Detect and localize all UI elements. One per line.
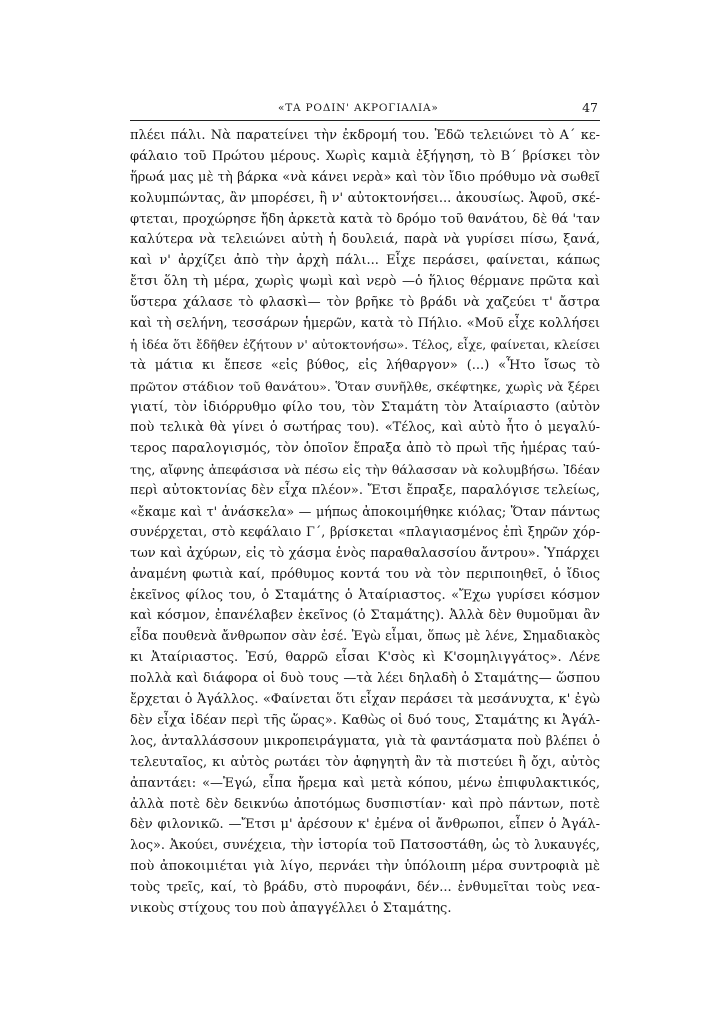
text-line: δὲν φιλονικῶ. —Ἔτσι μ' ἀρέσουν κ' ἐμένα οἱ ἄνθρωποι, εἶπεν ὁ Ἀγάλ- bbox=[130, 817, 600, 833]
text-line: κολυμπώντας, ἂν μπορέσει, ἢ ν' αὐτοκτονήσει... ἀκουσίως. Ἀφοῦ, σκέ- bbox=[130, 190, 600, 206]
text-line: λος». Ἀκούει, συνέχεια, τὴν ἱστορία τοῦ Πατσοστάθη, ὡς τὸ λυκαυγές, bbox=[130, 838, 600, 854]
text-line: ποὺ ἀποκοιμιέται γιὰ λίγο, περνάει τὴν ὑπόλοιπη μέρα συντροφιὰ μὲ bbox=[130, 859, 600, 875]
text-line: ἔρχεται ὁ Ἀγάλλος. «Φαίνεται ὅτι εἶχαν περάσει τὰ μεσάνυχτα, κ' ἐγὼ bbox=[130, 692, 600, 708]
text-line: δὲν εἶχα ἰδέαν περὶ τῆς ὥρας». Καθὼς οἱ δυό τους, Σταμάτης κι Ἀγάλ- bbox=[130, 712, 600, 728]
page-number: 47 bbox=[582, 100, 598, 115]
text-line: τερος παραλογισμός, τὸν ὁποῖον ἔπραξα ἀπὸ τὸ πρωὶ τῆς ἡμέρας ταύ- bbox=[130, 441, 600, 457]
text-line: κι Ἀταίριαστος. Ἐσύ, θαρρῶ εἶσαι Κ'σὸς κὶ Κ'σομηλιγγάτος». Λένε bbox=[130, 650, 600, 666]
body-text bbox=[130, 126, 600, 920]
text-line: ἀπαντάει: «—Ἐγώ, εἶπα ἤρεμα καὶ μετὰ κόπου, μένω ἐπιφυλακτικός, bbox=[130, 775, 600, 791]
header-rule bbox=[130, 120, 600, 121]
text-line: τελευταῖος, κι αὐτὸς ρωτάει τὸν ἀφηγητὴ ἂν τὰ πιστεύει ἢ ὄχι, αὐτὸς bbox=[130, 754, 600, 770]
text-line: καλύτερα νὰ τελειώνει αὐτὴ ἡ δουλειά, παρὰ νὰ γυρίσει πίσω, ξανά, bbox=[130, 232, 600, 248]
text-line: τὰ μάτια κι ἔπεσε «εἰς βύθος, εἰς λήθαργον» (...) «Ἦτο ἴσως τὸ bbox=[130, 357, 600, 373]
running-header bbox=[130, 100, 600, 120]
text-line: γιατί, τὸν ἰδιόρρυθμο φίλο του, τὸν Σταμάτη τὸν Ἀταίριαστο (αὐτὸν bbox=[130, 399, 600, 415]
text-line: της, αἴφνης ἀπεφάσισα νὰ πέσω εἰς τὴν θάλασσαν νὰ κολυμβήσω. Ἰδέαν bbox=[130, 462, 600, 478]
text-line: ἀναμένη φωτιὰ καί, πρόθυμος κοντά του νὰ τὸν περιποιηθεῖ, ὁ ἴδιος bbox=[130, 566, 600, 582]
text-line: πρῶτον στάδιον τοῦ θανάτου». Ὅταν συνῆλθε, σκέφτηκε, χωρὶς νὰ ξέρει bbox=[130, 378, 600, 394]
text-line: καὶ τὴ σελήνη, τεσσάρων ἡμερῶν, κατὰ τὸ Πήλιο. «Μοῦ εἶχε κολλήσει bbox=[130, 316, 600, 332]
text-line: συνέρχεται, στὸ κεφάλαιο Γ΄, βρίσκεται «πλαγιασμένος ἐπὶ ξηρῶν χόρ- bbox=[130, 524, 600, 540]
text-line: λος, ἀνταλλάσσουν μικροπειράγματα, γιὰ τὰ φαντάσματα ποὺ βλέπει ὁ bbox=[130, 733, 600, 749]
text-line: ἥρωά μας μὲ τὴ βάρκα «νὰ κάνει νερὰ» καὶ τὸν ἴδιο πρόθυμο νὰ σωθεῖ bbox=[130, 169, 600, 185]
text-line: των καὶ ἀχύρων, εἰς τὸ χάσμα ἑνὸς παραθαλασσίου ἄντρου». Ὑπάρχει bbox=[130, 545, 600, 561]
text-line: ἔτσι ὅλη τὴ μέρα, χωρὶς ψωμὶ καὶ νερὸ —ὁ ἥλιος θέρμανε πρῶτα καὶ bbox=[130, 274, 600, 290]
text-line: πλέει πάλι. Νὰ παρατείνει τὴν ἐκδρομή του. Ἐδῶ τελειώνει τὸ Α΄ κε- bbox=[130, 128, 600, 143]
text-line: ποὺ τελικὰ θὰ γίνει ὁ σωτήρας του). «Τέλος, καὶ αὐτὸ ἦτο ὁ μεγαλύ- bbox=[130, 420, 600, 436]
text-line: «ἔκαμε καὶ τ' ἀνάσκελα» — μήπως ἀποκοιμήθηκε κιόλας; Ὅταν πάντως bbox=[130, 504, 600, 520]
text-line: περὶ αὐτοκτονίας δὲν εἶχα πλέον». Ἔτσι ἔπραξε, παραλόγισε τελείως, bbox=[130, 483, 600, 499]
text-line: νικοὺς στίχους του ποὺ ἀπαγγέλλει ὁ Σταμάτης. bbox=[130, 900, 452, 916]
text-line: εἶδα πουθενὰ ἄνθρωπον σὰν ἐσέ. Ἐγὼ εἶμαι, ὅπως μὲ λένε, Σημαδιακὸς bbox=[130, 629, 600, 645]
text-line: πολλὰ καὶ διάφορα οἱ δυὸ τους —τὰ λέει δηλαδὴ ὁ Σταμάτης— ὥσπου bbox=[130, 671, 600, 687]
running-title: «ΤΑ ΡΟΔΙΝ' ΑΚΡΟΓΙΑΛΙΑ» bbox=[278, 102, 439, 114]
text-line: ὕστερα χάλασε τὸ φλασκὶ— τὸν βρῆκε τὸ βράδι νὰ χαζεύει τ' ἄστρα bbox=[130, 295, 600, 311]
text-line: καὶ ν' ἀρχίζει ἀπὸ τὴν ἀρχὴ πάλι... Εἶχε περάσει, φαίνεται, κάπως bbox=[130, 253, 600, 269]
text-line: ἀλλὰ ποτὲ δὲν δεικνύω ἀποτόμως δυσπιστίαν· καὶ πρὸ πάντων, ποτὲ bbox=[130, 796, 600, 812]
text-line: τοὺς τρεῖς, καί, τὸ βράδυ, στὸ πυροφάνι, δέν... ἐνθυμεῖται τοὺς νεα- bbox=[130, 880, 600, 896]
text-line: ἡ ἰδέα ὅτι ἔδῆθεν ἐζήτουν ν' αὐτοκτονήσω». Τέλος, εἶχε, φαίνεται, κλείσει bbox=[130, 337, 600, 352]
text-line: ἐκεῖνος φίλος του, ὁ Σταμάτης ὁ Ἀταίριαστος. «Ἔχω γυρίσει κόσμον bbox=[130, 587, 600, 603]
text-line: φάλαιο τοῦ Πρώτου μέρους. Χωρὶς καμιὰ ἐξήγηση, τὸ Β΄ βρίσκει τὸν bbox=[130, 148, 600, 164]
text-line: καὶ κόσμον, ἐπανέλαβεν ἐκεῖνος (ὁ Σταμάτης). Ἀλλὰ δὲν θυμοῦμαι ἂν bbox=[130, 608, 600, 624]
text-line: φτεται, προχώρησε ἤδη ἀρκετὰ κατὰ τὸ δρόμο τοῦ θανάτου, δὲ θά 'ταν bbox=[130, 211, 600, 227]
